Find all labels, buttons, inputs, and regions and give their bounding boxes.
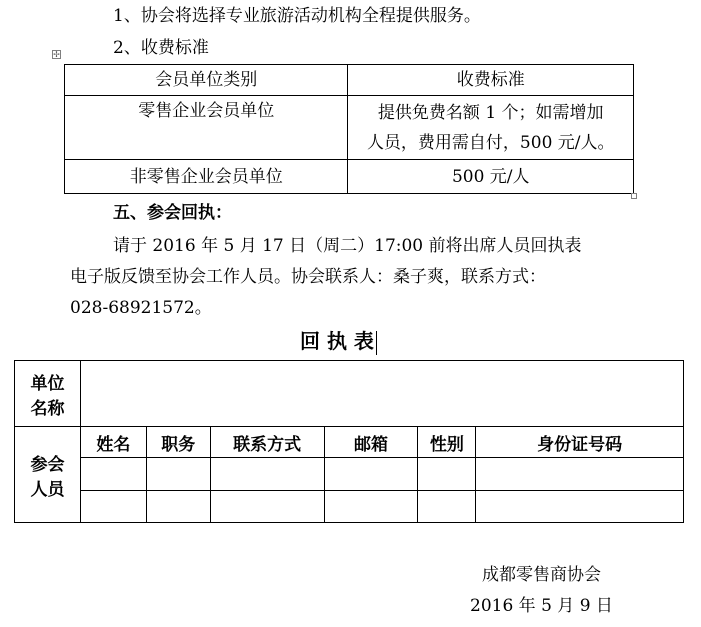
header-category: 会员单位类别 (65, 65, 348, 96)
table-row (65, 96, 634, 160)
footer-org: 成都零售商协会 (482, 565, 601, 585)
attendee-label: 参会 (30, 454, 65, 475)
text-cursor (376, 331, 377, 355)
table-row (15, 361, 684, 427)
col-name: 姓名 (80, 427, 146, 458)
attendee-label: 人员 (30, 479, 65, 500)
cell-input[interactable] (418, 458, 476, 491)
receipt-title-text: 回 执 表 (300, 329, 374, 353)
unit-label-cell (15, 361, 81, 427)
table-resize-handle[interactable] (631, 193, 637, 199)
cell-input[interactable] (80, 491, 146, 523)
cell-input[interactable] (476, 458, 684, 491)
col-id-number: 身份证号码 (476, 427, 684, 458)
cell-input[interactable] (418, 491, 476, 523)
unit-label: 单位 (30, 373, 65, 394)
col-email: 邮箱 (324, 427, 418, 458)
table-row (15, 491, 684, 523)
intro-item-2: 2、收费标准 (113, 38, 209, 58)
fee-cell: 500 元/人 (348, 160, 634, 194)
fee-line: 提供免费名额 1 个；如需增加 (377, 102, 604, 123)
col-gender: 性别 (418, 427, 476, 458)
paragraph-line: 电子版反馈至协会工作人员。协会联系人：桑子爽，联系方式： (70, 267, 546, 287)
cell-input[interactable] (324, 491, 418, 523)
fee-table (64, 64, 634, 194)
fee-cell (348, 96, 634, 160)
footer-date: 2016 年 5 月 9 日 (470, 596, 613, 616)
cell-input[interactable] (210, 491, 324, 523)
cell-input[interactable] (146, 491, 210, 523)
cell-input[interactable] (324, 458, 418, 491)
category-cell: 非零售企业会员单位 (65, 160, 348, 194)
section-5-heading: 五、参会回执： (113, 203, 232, 223)
receipt-table (14, 360, 684, 523)
cell-input[interactable] (210, 458, 324, 491)
header-fee: 收费标准 (348, 65, 634, 96)
table-header-row (15, 427, 684, 458)
cell-input[interactable] (80, 458, 146, 491)
fee-line: 人员，费用需自付，500 元/人。 (366, 132, 615, 153)
table-header-row (65, 65, 634, 96)
attendee-label-cell (15, 427, 81, 523)
unit-name-field[interactable] (80, 361, 683, 427)
paragraph-line: 028-68921572。 (70, 298, 212, 318)
cell-input[interactable] (146, 458, 210, 491)
col-contact: 联系方式 (210, 427, 324, 458)
intro-item-1: 1、协会将选择专业旅游活动机构全程提供服务。 (113, 6, 481, 26)
cell-input[interactable] (476, 491, 684, 523)
table-row (65, 160, 634, 194)
col-title: 职务 (146, 427, 210, 458)
paragraph-line: 请于 2016 年 5 月 17 日（周二）17:00 前将出席人员回执表 (113, 236, 582, 256)
unit-label: 名称 (30, 398, 65, 419)
receipt-title (300, 328, 377, 355)
table-row (15, 458, 684, 491)
table-move-handle-icon[interactable]: ✢ (53, 50, 60, 59)
category-cell: 零售企业会员单位 (65, 96, 348, 160)
